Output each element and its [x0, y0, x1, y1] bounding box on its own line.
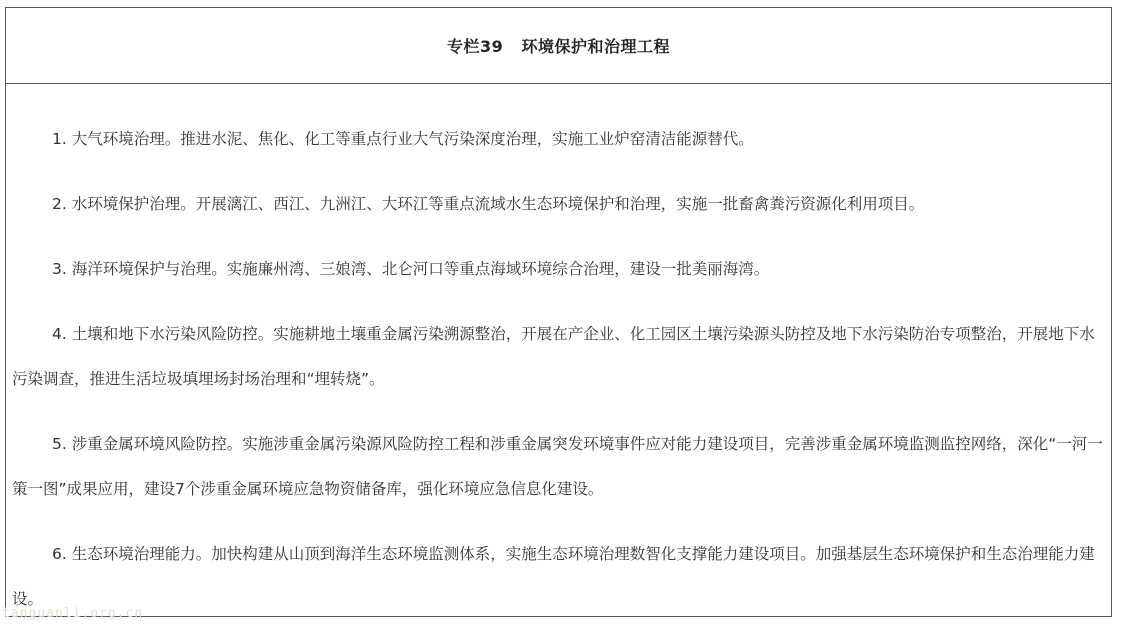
- content-area: [12, 84, 1107, 622]
- column-title: 专栏39 环境保护和治理工程: [447, 37, 670, 56]
- paragraph-2: 2. 水环境保护治理。开展漓江、西江、九洲江、大环江等重点流域水生态环境保护和治理，实施一批畜禽粪污资源化利用项目。: [52, 195, 925, 213]
- column-box: [5, 7, 1112, 617]
- paragraph-1: 1. 大气环境治理。推进水泥、焦化、化工等重点行业大气污染深度治理，实施工业炉窑清洁能源替代。: [52, 130, 754, 148]
- title-row: [6, 8, 1111, 84]
- paragraph-4: 4. 土壤和地下水污染风险防控。实施耕地土壤重金属污染溯源整治，开展在产企业、化工园区土壤污染源头防控及地下水污染防治专项整治，开展地下水污染调查，推进生活垃圾填埋场封场治理和“埋转烧”。: [12, 325, 1095, 388]
- watermark: tanguanli.org.cn: [2, 606, 144, 621]
- paragraph-3: 3. 海洋环境保护与治理。实施廉州湾、三娘湾、北仑河口等重点海域环境综合治理，建设一批美丽海湾。: [52, 260, 770, 278]
- paragraph-6: 6. 生态环境治理能力。加快构建从山顶到海洋生态环境监测体系，实施生态环境治理数智化支撑能力建设项目。加强基层生态环境保护和生态治理能力建设。: [12, 545, 1095, 608]
- paragraph-5: 5. 涉重金属环境风险防控。实施涉重金属污染源风险防控工程和涉重金属突发环境事件应对能力建设项目，完善涉重金属环境监测监控网络，深化“一河一策一图”成果应用，建设7个涉重金属环境应急物资储备库，强化环境应急信息化建设。: [12, 435, 1103, 498]
